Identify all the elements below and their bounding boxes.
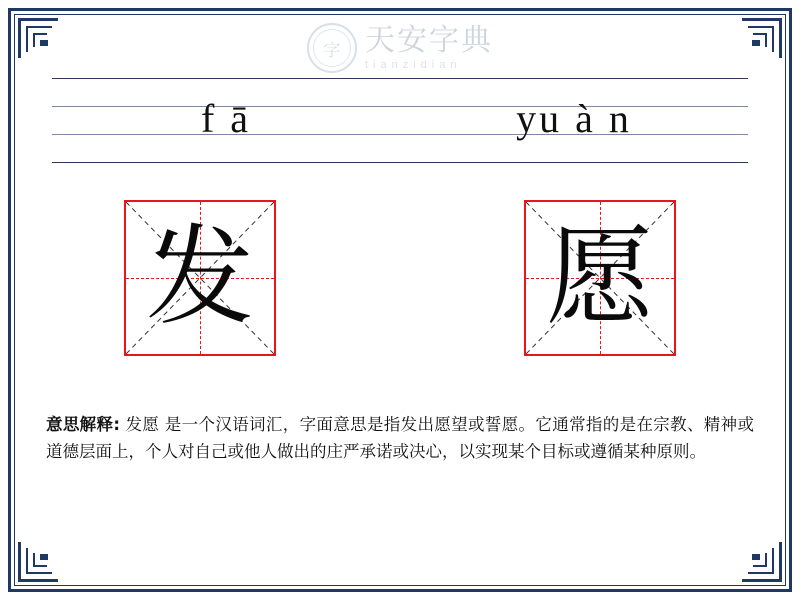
seal-icon-char: 字	[323, 40, 341, 60]
corner-ornament-bottom-left	[18, 538, 62, 582]
character-glyph-2: 愿	[545, 215, 654, 340]
site-logo-watermark	[0, 18, 800, 78]
logo-text	[365, 22, 493, 71]
pinyin-row	[52, 78, 748, 162]
tianzige-box-2	[524, 200, 676, 356]
pinyin-syllable-1: f ā	[200, 95, 252, 141]
explanation-block	[46, 412, 754, 465]
logo-title-cn: 天安字典	[365, 22, 493, 58]
pinyin-staff	[52, 78, 748, 164]
character-cell-1	[0, 200, 400, 364]
seal-icon	[307, 23, 357, 73]
tianzige-box-1	[124, 200, 276, 356]
pinyin-syllable-2: yu à n	[516, 95, 632, 141]
character-glyph-1: 发	[145, 215, 254, 340]
explanation-text: 发愿 是一个汉语词汇，字面意思是指发出愿望或誓愿。它通常指的是在宗教、精神或道德层面上，个人对自己或他人做出的庄严承诺或决心，以实现某个目标或遵循某种原则。	[46, 415, 754, 461]
explanation-label: 意思解释:	[46, 415, 120, 434]
corner-ornament-bottom-right	[738, 538, 782, 582]
staff-line-4	[52, 162, 748, 163]
character-cell-2	[400, 200, 800, 364]
character-grid-row	[0, 200, 800, 364]
logo-title-pinyin: tianzidian	[365, 58, 462, 71]
